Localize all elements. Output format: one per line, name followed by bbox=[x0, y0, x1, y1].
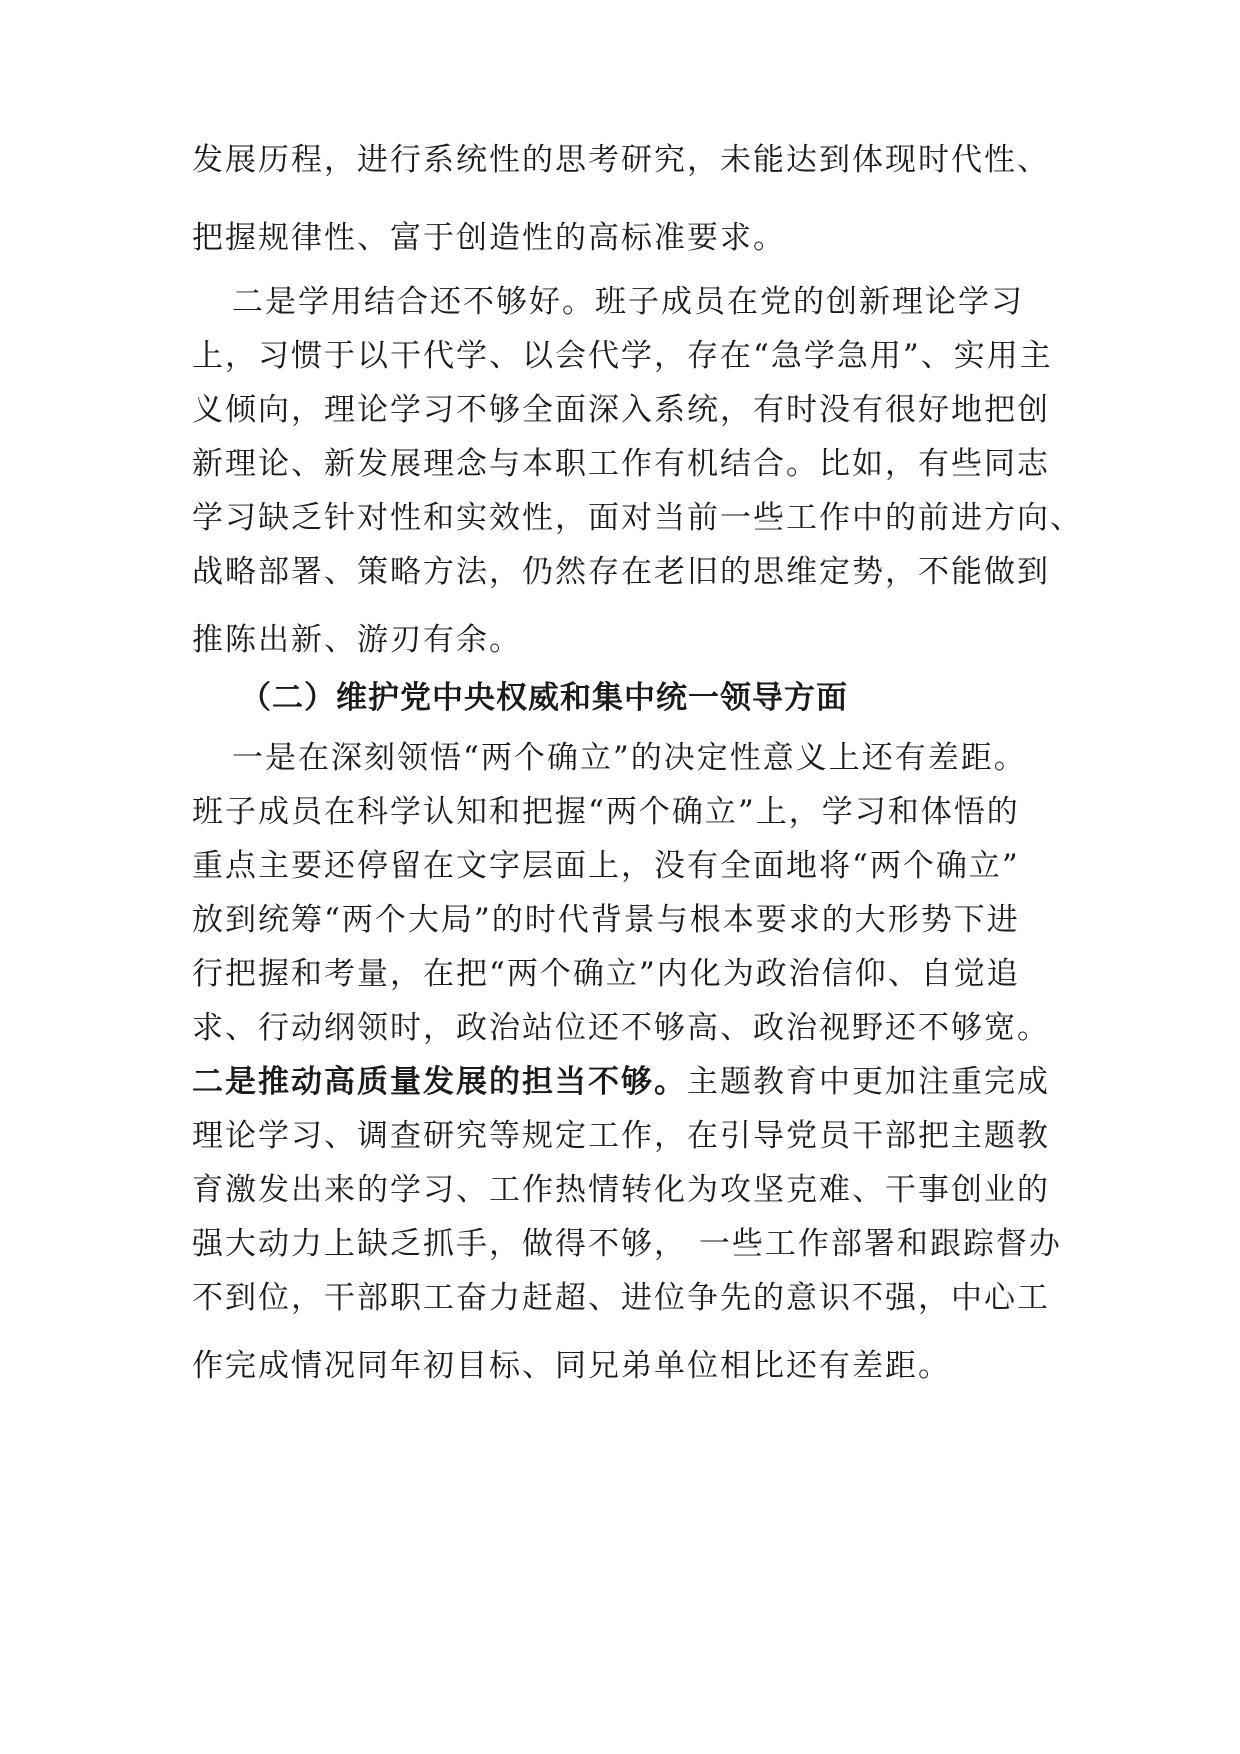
para2-line-4: 新理论、新发展理念与本职工作有机结合。比如，有些同志 bbox=[192, 446, 1050, 482]
para2-line-6: 战略部署、策略方法，仍然存在老旧的思维定势，不能做到 bbox=[192, 554, 1050, 590]
para1-line-2: 把握规律性、富于创造性的高标准要求。 bbox=[192, 220, 786, 256]
para3-line-2: 班子成员在科学认知和把握“两个确立”上，学习和体悟的 bbox=[192, 794, 1020, 830]
para2-line-2: 上，习惯于以干代学、以会代学，存在“急学急用”、实用主 bbox=[192, 338, 1053, 374]
para4-bold-lead: 二是推动高质量发展的担当不够。 bbox=[192, 1064, 687, 1100]
para4-line-2: 理论学习、调查研究等规定工作，在引导党员干部把主题教 bbox=[192, 1118, 1050, 1154]
para4-line-3: 育激发出来的学习、工作热情转化为攻坚克难、干事创业的 bbox=[192, 1172, 1050, 1208]
para4-line-5: 不到位，干部职工奋力赶超、进位争先的意识不强，中心工 bbox=[192, 1280, 1050, 1316]
para3-line-4: 放到统筹“两个大局”的时代背景与根本要求的大形势下进 bbox=[192, 902, 1020, 938]
para2-line-1: 二是学用结合还不够好。班子成员在党的创新理论学习 bbox=[232, 284, 1024, 320]
para1-line-1: 发展历程，进行系统性的思考研究，未能达到体现时代性、 bbox=[192, 142, 1050, 178]
para4-line-1-rest: 主题教育中更加注重完成 bbox=[687, 1064, 1050, 1100]
para3-line-6: 求、行动纲领时，政治站位还不够高、政治视野还不够宽。 bbox=[192, 1010, 1050, 1046]
para2-line-7: 推陈出新、游刃有余。 bbox=[192, 622, 522, 658]
para4-line-6: 作完成情况同年初目标、同兄弟单位相比还有差距。 bbox=[192, 1348, 951, 1384]
para3-line-5: 行把握和考量，在把“两个确立”内化为政治信仰、自觉追 bbox=[192, 956, 1020, 992]
para4-line-1 bbox=[192, 1062, 1050, 1102]
para2-line-3: 义倾向，理论学习不够全面深入系统，有时没有很好地把创 bbox=[192, 392, 1050, 428]
section-heading: （二）维护党中央权威和集中统一领导方面 bbox=[240, 680, 848, 716]
para2-line-5: 学习缺乏针对性和实效性，面对当前一些工作中的前进方向、 bbox=[192, 500, 1083, 536]
para3-line-3: 重点主要还停留在文字层面上，没有全面地将“两个确立” bbox=[192, 848, 1020, 884]
para3-line-1: 一是在深刻领悟“两个确立”的决定性意义上还有差距。 bbox=[232, 740, 1027, 776]
para4-line-4: 强大动力上缺乏抓手，做得不够， 一些工作部署和跟踪督办 bbox=[192, 1226, 1062, 1262]
